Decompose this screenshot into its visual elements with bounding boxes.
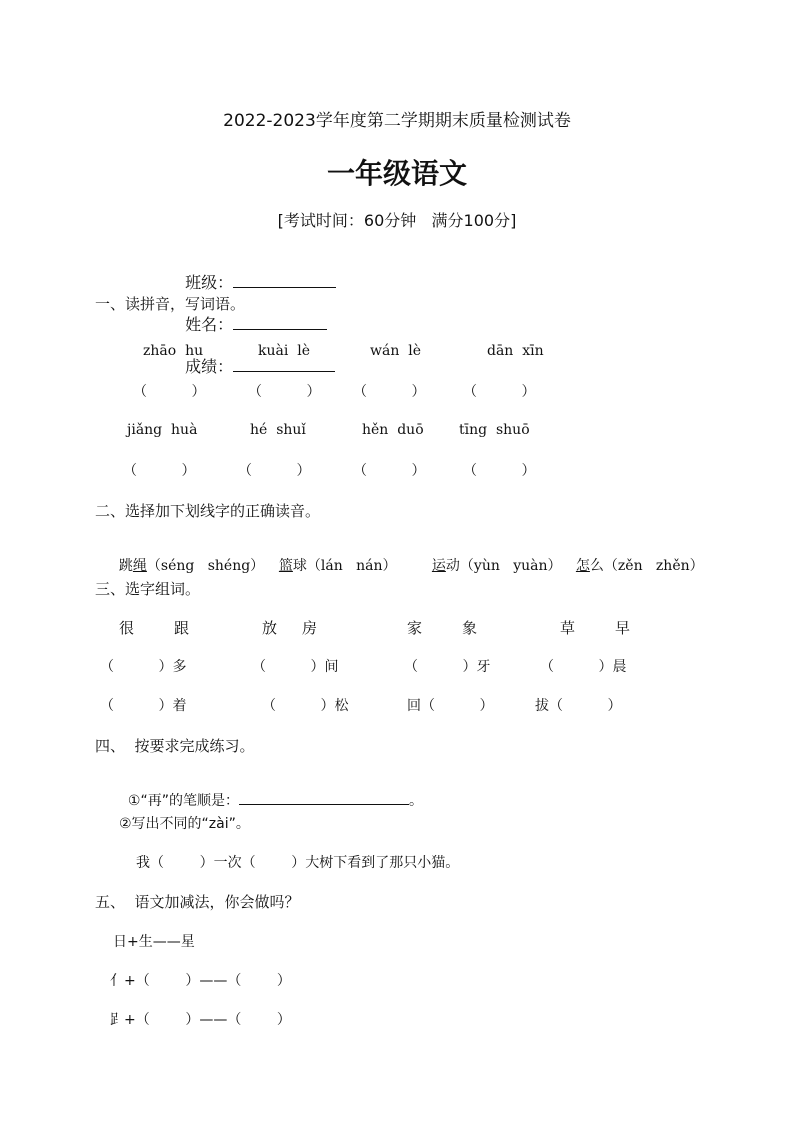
stroke-order-blank[interactable] bbox=[239, 790, 409, 805]
q5-heading: 五、 语文加减法，你会做吗？ bbox=[95, 893, 300, 911]
word-blank[interactable]: 回（ ） bbox=[407, 698, 494, 714]
q1-heading: 一、读拼音，写词语。 bbox=[95, 295, 246, 313]
q3-heading: 三、选字组词。 bbox=[95, 580, 201, 598]
pinyin-7: hěn duō bbox=[362, 422, 424, 438]
name-label: 姓名： bbox=[185, 315, 234, 334]
char-option: 早 bbox=[615, 619, 631, 637]
reading-item-4: 怎么（zěn zhěn） bbox=[575, 558, 704, 574]
name-blank[interactable] bbox=[233, 315, 327, 330]
char-option: 很 bbox=[119, 619, 135, 637]
pinyin-6: hé shuǐ bbox=[250, 422, 306, 438]
class-label: 班级： bbox=[185, 273, 234, 292]
char-option: 家 bbox=[407, 619, 423, 637]
q4-heading: 四、 按要求完成练习。 bbox=[95, 737, 255, 755]
pinyin-2: kuài lè bbox=[258, 343, 310, 359]
answer-paren[interactable]: （ ） bbox=[353, 384, 426, 400]
word-blank[interactable]: （ ）牙 bbox=[404, 659, 491, 675]
reading-item-1: 跳绳（séng shéng） bbox=[118, 558, 265, 574]
score-blank[interactable] bbox=[233, 357, 335, 372]
word-blank[interactable]: （ ）松 bbox=[262, 698, 349, 714]
word-blank[interactable]: （ ）着 bbox=[100, 698, 187, 714]
score-label: 成绩： bbox=[185, 357, 234, 376]
q2-heading: 二、选择加下划线字的正确读音。 bbox=[95, 502, 321, 520]
pinyin-8: tīng shuō bbox=[459, 422, 530, 438]
char-option: 草 bbox=[560, 619, 576, 637]
answer-paren[interactable]: （ ） bbox=[463, 384, 536, 400]
zai-sentence[interactable]: 我（ ）一次（ ）大树下看到了那只小猫。 bbox=[136, 855, 460, 871]
char-math-line[interactable]: 亻+（ ）——（ ） bbox=[110, 973, 291, 989]
word-blank[interactable]: （ ）间 bbox=[252, 659, 339, 675]
answer-paren[interactable]: （ ） bbox=[133, 384, 206, 400]
zai-item: ②写出不同的“zài”。 bbox=[119, 816, 250, 832]
char-option: 跟 bbox=[174, 619, 190, 637]
char-math-example: 日+生——星 bbox=[113, 934, 195, 950]
pinyin-1: zhāo hu bbox=[143, 343, 204, 359]
subject-title: 一年级语文 bbox=[326, 157, 467, 190]
answer-paren[interactable]: （ ） bbox=[353, 463, 426, 479]
pinyin-5: jiǎng huà bbox=[127, 422, 198, 438]
answer-paren[interactable]: （ ） bbox=[238, 463, 311, 479]
reading-item-3: 运动（yùn yuàn） bbox=[431, 558, 562, 574]
answer-paren[interactable]: （ ） bbox=[248, 384, 321, 400]
reading-item-2: 篮球（lán nán） bbox=[278, 558, 397, 574]
char-option: 房 bbox=[302, 619, 318, 637]
char-option: 放 bbox=[262, 619, 278, 637]
word-blank[interactable]: 拔（ ） bbox=[535, 698, 622, 714]
exam-info: [考试时间：60分钟 满分100分] bbox=[277, 211, 517, 230]
stroke-order-item: ①“再”的笔顺是： 。 bbox=[119, 774, 423, 810]
pinyin-3: wán lè bbox=[370, 343, 422, 359]
pinyin-4: dān xīn bbox=[487, 343, 544, 359]
word-blank[interactable]: （ ）晨 bbox=[540, 659, 627, 675]
class-blank[interactable] bbox=[233, 273, 336, 288]
word-blank[interactable]: （ ）多 bbox=[100, 659, 187, 675]
answer-paren[interactable]: （ ） bbox=[463, 463, 536, 479]
answer-paren[interactable]: （ ） bbox=[123, 463, 196, 479]
exam-title: 2022-2023学年度第二学期期末质量检测试卷 bbox=[223, 111, 571, 131]
char-math-line[interactable]: 𧾷+（ ）——（ ） bbox=[110, 1012, 291, 1028]
char-option: 象 bbox=[462, 619, 478, 637]
